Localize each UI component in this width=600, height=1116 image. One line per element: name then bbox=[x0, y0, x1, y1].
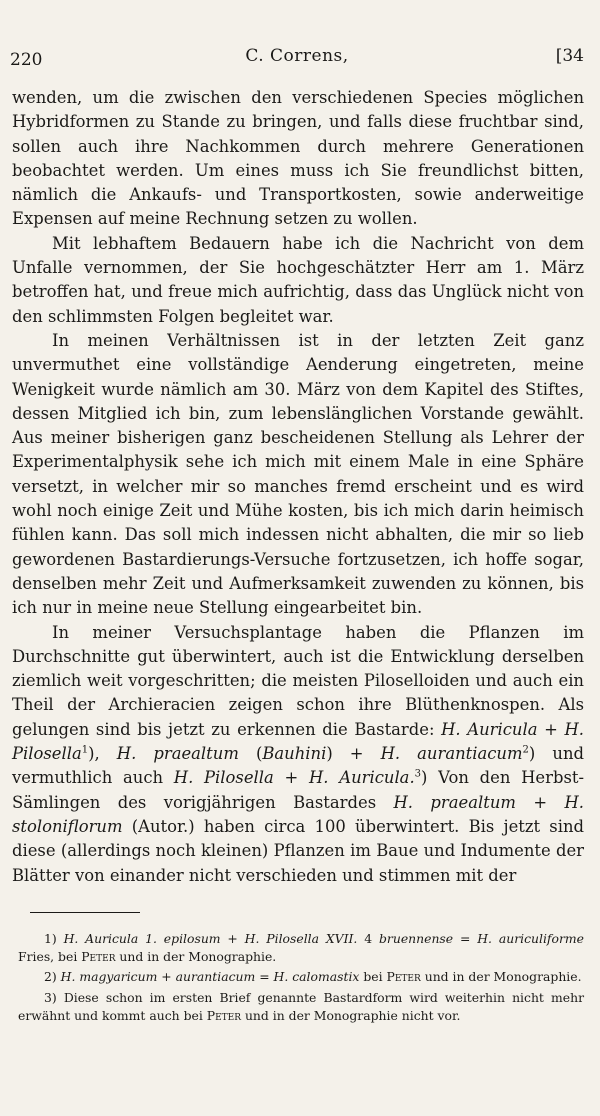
text-run: Mit lebhaftem Bedauern habe ich die Nachricht von dem Unfalle vernommen, der Sie hochgeschätzter Herr am 1. März betroffen hat, und freue mich aufrichtig, dass das Unglück nicht von den schlimmsten Folgen begleitet war. bbox=[12, 233, 584, 326]
italic-text: bruennense bbox=[378, 931, 454, 946]
text-run: ), bbox=[88, 744, 117, 764]
text-run: Fries, bei bbox=[18, 949, 82, 965]
main-text bbox=[12, 86, 584, 888]
text-run: In meiner Versuchsplantage haben die Pflanzen im Durchschnitte gut überwintert, auch ist die Entwicklung derselben ziemlich weit vorgeschritten; die meisten Piloselloiden und auch ein Theil der Archieracien zeigen schon ihre Blüthenknospen. Als gelungen sind bis jetzt zu erkennen die Bastarde: bbox=[12, 622, 584, 739]
running-title: C. Correns, bbox=[245, 46, 349, 66]
italic-text: H. magyaricum bbox=[60, 969, 158, 985]
text-run: bei bbox=[359, 969, 387, 985]
text-run: + bbox=[273, 768, 309, 788]
footnote bbox=[18, 968, 584, 986]
footnote-ref: 1 bbox=[81, 744, 89, 756]
italic-text: H. aurantiacum bbox=[380, 744, 523, 764]
italic-text: H. Auricula 1. epilosum bbox=[63, 931, 221, 946]
text-run: und in der Monographie. bbox=[115, 949, 277, 965]
text-run: (Autor.) haben circa 100 überwintert. Bis jetzt sind diese (allerdings noch kleinen) Pflanzen im Baue und Indumente der Blätter von einander nicht verschieden und stimmen mit der bbox=[12, 816, 584, 885]
text-run: ) Von den Herbst-Sämlingen des vorigjährigen Bastardes bbox=[12, 768, 585, 812]
footnote-ref: 3 bbox=[414, 768, 422, 780]
footnote bbox=[18, 989, 584, 1025]
paragraph bbox=[12, 232, 584, 329]
text-run: + bbox=[220, 931, 245, 946]
italic-text: H. Auricula. bbox=[309, 768, 415, 788]
text-run: ) und vermuthlich auch bbox=[12, 744, 584, 788]
text-run: ) + bbox=[326, 744, 381, 764]
smallcaps-name: Peter bbox=[81, 949, 116, 965]
italic-text: H. Pilosella bbox=[173, 768, 274, 788]
italic-text: aurantiacum bbox=[175, 969, 256, 985]
italic-text: H. calomastix bbox=[273, 969, 360, 985]
smallcaps-name: Peter bbox=[386, 969, 421, 985]
footnote-ref: 2 bbox=[522, 744, 529, 756]
paragraph bbox=[12, 621, 584, 888]
text-run: 1) bbox=[44, 931, 64, 946]
italic-text: H. Pilosella XVII. bbox=[244, 931, 358, 946]
text-run: und in der Monographie. bbox=[420, 969, 582, 985]
italic-text: H. praealtum bbox=[116, 744, 239, 764]
text-run: wenden, um die zwischen den verschiedenen Species möglichen Hybridformen zu Stande zu bringen, und falls diese fruchtbar sind, sollen auch ihre Nachkommen durch mehrere Generationen beobachtet werden. Um eines muss ich Sie freundlichst bitten, nämlich die Ankaufs- und Transportkosten, sowie anderweitige Expensen auf meine Rechnung setzen zu wollen. bbox=[12, 88, 584, 229]
italic-text: Bauhini bbox=[262, 744, 327, 764]
text-run: + bbox=[537, 719, 565, 739]
italic-text: H. auriculiforme bbox=[477, 931, 584, 946]
smallcaps-name: Peter bbox=[206, 1007, 241, 1023]
text-run: = bbox=[453, 931, 478, 946]
page-number: 220 bbox=[10, 50, 43, 70]
signature-mark: [34 bbox=[555, 46, 584, 66]
footnote bbox=[18, 930, 584, 966]
italic-text: H. Pilosella bbox=[12, 719, 585, 764]
text-run: = bbox=[255, 969, 274, 985]
italic-text: H. stoloniflorum bbox=[12, 792, 584, 836]
paragraph bbox=[12, 86, 584, 232]
text-run: und in der Monographie nicht vor. bbox=[241, 1007, 461, 1023]
text-run: 2) bbox=[44, 969, 61, 985]
text-run: + bbox=[515, 792, 565, 812]
text-run: 3) Diese schon im ersten Brief genannte Bastardform wird weiterhin nicht mehr erwähnt und kommt auch bei bbox=[18, 989, 584, 1023]
footnote-rule bbox=[30, 912, 140, 913]
text-run: + bbox=[157, 969, 176, 985]
footnotes bbox=[18, 930, 584, 1027]
italic-text: H. Auricula bbox=[441, 719, 538, 739]
page-header bbox=[10, 44, 584, 74]
paragraph bbox=[12, 329, 584, 621]
italic-text: H. praealtum bbox=[393, 792, 516, 812]
text-run: ( bbox=[238, 744, 263, 764]
text-run: In meinen Verhältnissen ist in der letzten Zeit ganz unvermuthet eine vollständige Aenderung eingetreten, meine Wenigkeit wurde nämlich am 30. März von dem Kapitel des Stiftes, dessen Mitglied ich bin, zum lebenslänglichen Vorstande gewählt. Aus meiner bisherigen ganz bescheidenen Stellung als Lehrer der Experimentalphysik sehe ich mich mit einem Male in eine Sphäre versetzt, in welcher mir so manches fremd erscheint und es wird wohl noch einige Zeit und Mühe kosten, bis ich mich darin heimisch fühlen kann. Das soll mich indessen nicht abhalten, die mir so lieb gewordenen Bastardierungs-Versuche fortzusetzen, ich hoffe sogar, denselben mehr Zeit und Aufmerksamkeit zuwenden zu können, bis ich nur in meine neue Stellung eingearbeitet bin. bbox=[12, 330, 584, 618]
text-run: 4 bbox=[357, 931, 379, 946]
